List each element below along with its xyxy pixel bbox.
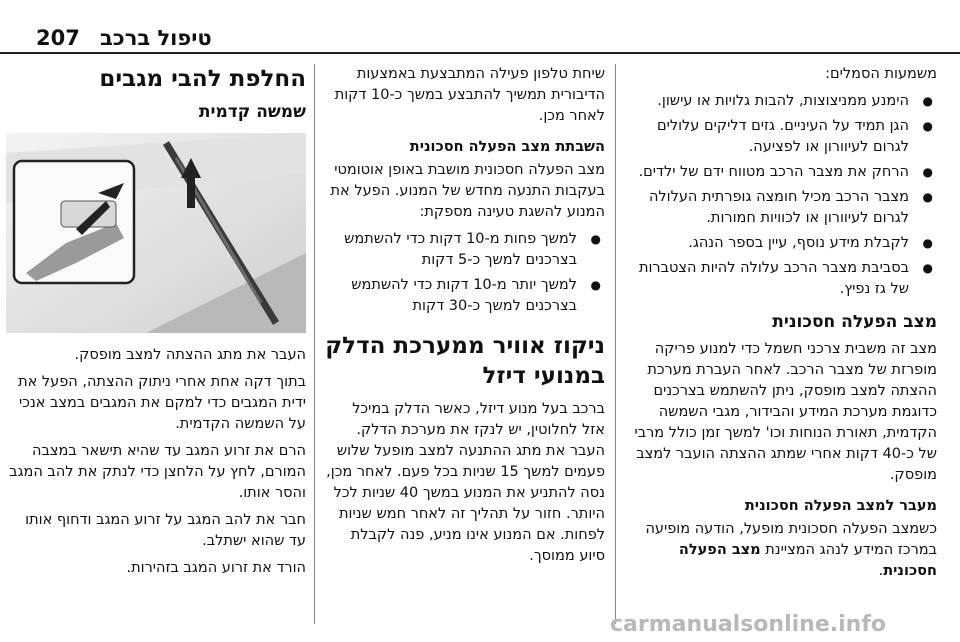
column-left xyxy=(6,64,306,585)
symbols-list xyxy=(627,91,937,300)
list-item: ● בסביבת מצבר הרכב עלולה להיות הצטברות של גז נפיץ. xyxy=(627,258,937,300)
step-text: הורד את זרוע המגב בזהירות. xyxy=(126,560,306,576)
column-right xyxy=(627,64,937,588)
list-item: ● מצבר הרכב מכיל חומצה גופרתית העלולה לגרום לעיוורון או לכוויות חמורות. xyxy=(627,187,937,229)
column-divider xyxy=(615,64,616,624)
section-text: מצב זה משבית צרכני חשמל כדי למנוע פריקה מופרזת של מצבר הרכב. לאחר העברת מערכת ההצתה למצב מופסק, ניתן להשתמש בצרכנים כדוגמת מערכת המידע והבידור, מגבי השמשה הקדמית, תאורת הנוחות וכו' למשך זמן כולל מרבי של כ-40 דקות אחרי שמתג ההצתה הועבר למצב מופסק. xyxy=(634,341,937,483)
paragraph: שיחת טלפון פעילה המתבצעת באמצעות הדיבורית תמשיך להתבצע במשך כ-10 דקות לאחר מכן. xyxy=(334,66,605,124)
paragraph: מצב הפעלה חסכונית מושבת באופן אוטומטי בעקבות התנעה מחדש של המנוע. הפעל את המנוע להשגת טעינה מספקת: xyxy=(330,162,605,220)
page-number: 207 xyxy=(36,26,80,50)
column-middle xyxy=(325,64,605,573)
column-divider xyxy=(314,64,315,624)
wiper-photo xyxy=(6,133,306,333)
bold-term: מצב הפעלה חסכונית xyxy=(678,542,937,579)
subsection-title: השבתת מצב הפעלה חסכונית xyxy=(409,139,605,155)
subsection-text: כשמצב הפעלה חסכונית מופעל, הודעה מופיעה במרכז המידע לנהג המציינת מצב הפעלה חסכונית. xyxy=(645,521,937,579)
section-title: מצב הפעלה חסכונית xyxy=(772,312,937,332)
list-item: ● הגן תמיד על העיניים. גזים דליקים עלולים לגרום לעיוורון או לפציעה. xyxy=(627,116,937,158)
step-text: העבר את מתג ההצתה למצב מופסק. xyxy=(74,347,306,363)
duration-list xyxy=(325,229,605,317)
list-item: ● הימנע ממניצוצות, להבות גלויות או עישון. xyxy=(627,91,937,112)
symbols-intro: משמעות הסמלים: xyxy=(825,66,937,82)
header-rule xyxy=(0,52,960,54)
step-text: בתוך דקה אחת אחרי ניתוק ההצתה, הפעל את ידית המגבים כדי למקם את המגבים במצב אנכי על השמשה הקדמית. xyxy=(18,374,306,432)
section-title: ניקוז אוויר ממערכת הדלק במנועי דיזל xyxy=(325,333,605,389)
subsection-title: שמשה קדמית xyxy=(198,102,306,122)
paragraph: ברכב בעל מנוע דיזל, כאשר הדלק במיכל אזל לחלוטין, יש לנקז את מערכת הדלק. העבר את מתג ההתנעה למצב מופעל שלוש פעמים למשך 15 שניות בכל פעם. לאחר מכן, נסה להתניע את המנוע במשך 40 שניות לכל היותר. חזור על תהליך זה לאחר חמש שניות לפחות. אם המנוע אינו מניע, פנה לקבלת סיוע ממוסך. xyxy=(326,401,605,564)
section-title: החלפת להבי מגבים xyxy=(99,66,306,92)
list-item: ● הרחק את מצבר הרכב מטווח ידם של ילדים. xyxy=(627,162,937,183)
watermark: carmanualsonline.info xyxy=(610,612,886,637)
step-text: הרם את זרוע המגב עד שהיא תישאר במצבה המורם, לחץ על הלחצן כדי לנתק את להב המגב והסר אותו. xyxy=(9,443,306,501)
list-item: ● למשך יותר מ-10 דקות כדי להשתמש בצרכנים למשך כ-30 דקות xyxy=(325,275,605,317)
page-header xyxy=(0,0,960,52)
list-item: ● לקבלת מידע נוסף, עיין בספר הנהג. xyxy=(627,233,937,254)
wiper-illustration xyxy=(6,133,306,333)
subsection-title: מעבר למצב הפעלה חסכונית xyxy=(744,498,937,514)
list-item: ● למשך פחות מ-10 דקות כדי להשתמש בצרכנים למשך כ-5 דקות xyxy=(325,229,605,271)
step-text: חבר את להב המגב על זרוע המגב ודחוף אותו עד שהוא ישתלב. xyxy=(25,512,306,549)
running-title: טיפול ברכב xyxy=(100,26,212,50)
